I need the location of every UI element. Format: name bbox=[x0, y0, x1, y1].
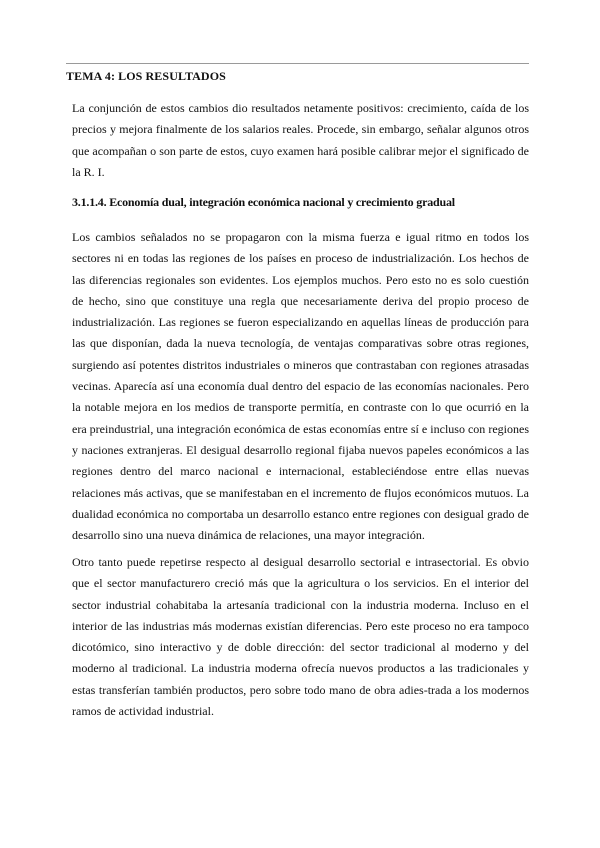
page-title: TEMA 4: LOS RESULTADOS bbox=[66, 69, 226, 83]
header-rule bbox=[66, 63, 529, 64]
intro-paragraph: La conjunción de estos cambios dio resultados netamente positivos: crecimiento, caída de los precios y mejora finalmente de los salarios reales. Procede, sin embargo, señalar algunos otros que acompañan o son parte de estos, cuyo examen hará posible calibrar mejor el significado de la R. I. bbox=[72, 101, 529, 179]
section-title: 3.1.1.4. Economía dual, integración económica nacional y crecimiento gradual bbox=[72, 195, 455, 209]
body-paragraph-2: Otro tanto puede repetirse respecto al desigual desarrollo sectorial e intrasectorial. Es obvio que el sector manufacturero creció más que la agricultura o los servicios. En el interior del sector industrial cohabitaba la artesanía tradicional con la industria moderna. Incluso en el interior de las industrias más modernas existían diferencias. Pero este proceso no era tampoco dicotómico, sino interactivo y de doble dirección: del sector tradicional al moderno y del moderno al tradicional. La industria moderna ofrecía nuevos productos a las tradicionales y estas transferían también productos, pero sobre todo mano de obra adies-trada a los modernos ramos de actividad industrial. bbox=[72, 555, 529, 719]
body-paragraph-1: Los cambios señalados no se propagaron con la misma fuerza e igual ritmo en todos los sectores ni en todas las regiones de los países en proceso de industrialización. Los hechos de las diferencias regionales son evidentes. Los ejemplos muchos. Pero esto no es solo cuestión de hecho, sino que constituye una regla que necesariamente deriva del propio proceso de industrialización. Las regiones se fueron especializando en aquellas líneas de producción para las que disponían, dada la nueva tecnología, de ventajas comparativas sobre otras regiones, surgiendo así potentes distritos industriales o mineros que contrastaban con regiones atrasadas vecinas. Aparecía así una economía dual dentro del espacio de las economías nacionales. Pero la notable mejora en los medios de transporte permitía, en contraste con lo que ocurrió en la era preindustrial, una integración económica de estas economías entre sí e incluso con regiones y naciones extranjeras. El desigual desarrollo regional fijaba nuevos papeles económicos a las regiones dentro del marco nacional e internacional, estableciéndose entre ellas nuevas relaciones más activas, que se manifestaban en el incremento de flujos económicos mutuos. La dualidad económica no comportaba un desarrollo estanco entre regiones con desigual grado de desarrollo sino una nueva dinámica de relaciones, una mayor integración. bbox=[72, 230, 529, 543]
